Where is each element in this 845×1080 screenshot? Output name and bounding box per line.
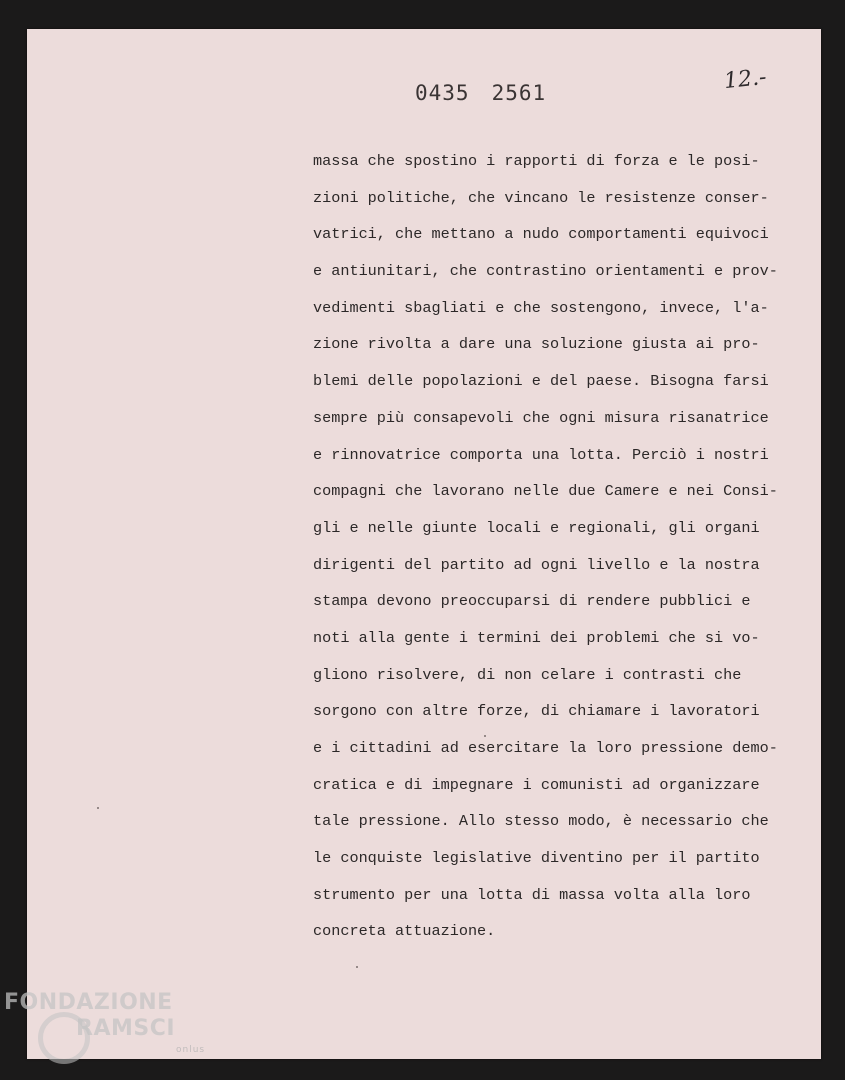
text-line: e i cittadini ad esercitare la loro pressione demo- bbox=[313, 739, 778, 757]
text-line: stampa devono preoccuparsi di rendere pubblici e bbox=[313, 592, 751, 611]
text-line: massa che spostino i rapporti di forza e le posi- bbox=[313, 152, 760, 170]
watermark-line-2: RAMSCI bbox=[76, 1016, 176, 1041]
text-line: zione rivolta a dare una soluzione giusta ai pro- bbox=[313, 335, 760, 354]
text-line: strumento per una lotta di massa volta alla loro bbox=[313, 885, 751, 904]
fondazione-gramsci-watermark bbox=[4, 990, 224, 1080]
text-line: zioni politiche, che vincano le resistenze conser- bbox=[313, 188, 769, 207]
text-line: gli e nelle giunte locali e regionali, gli organi bbox=[313, 518, 760, 537]
text-line: vedimenti sbagliati e che sostengono, invece, l'a- bbox=[313, 298, 769, 317]
text-line: cratica e di impegnare i comunisti ad organizzare bbox=[313, 775, 760, 794]
document-page bbox=[27, 29, 821, 1059]
paper-speck bbox=[484, 735, 486, 737]
text-line: noti alla gente i termini dei problemi che si vo- bbox=[313, 628, 760, 647]
text-line: sorgono con altre forze, di chiamare i lavoratori bbox=[313, 702, 760, 721]
text-line: sempre più consapevoli che ogni misura risanatrice bbox=[313, 408, 769, 427]
text-line: blemi delle popolazioni e del paese. Bisogna farsi bbox=[313, 372, 769, 391]
text-line: e antiunitari, che contrastino orientamenti e prov- bbox=[313, 262, 778, 281]
text-line: compagni che lavorano nelle due Camere e nei Consi- bbox=[313, 482, 778, 501]
text-line: le conquiste legislative diventino per il partito bbox=[313, 849, 760, 868]
watermark-line-1: FONDAZIONE bbox=[4, 990, 173, 1015]
archive-number bbox=[415, 81, 546, 105]
text-line: concreta attuazione. bbox=[313, 922, 496, 941]
typewritten-text bbox=[313, 143, 778, 950]
text-line: gliono risolvere, di non celare i contrasti che bbox=[313, 665, 742, 684]
paper-speck bbox=[97, 807, 99, 809]
text-line: e rinnovatrice comporta una lotta. Perciò i nostri bbox=[313, 445, 769, 464]
handwritten-page-number: 12.- bbox=[722, 64, 768, 95]
archive-number-part-2: 2561 bbox=[491, 81, 547, 105]
paper-speck bbox=[356, 966, 358, 968]
archive-number-part-1: 0435 bbox=[415, 81, 470, 105]
text-line: tale pressione. Allo stesso modo, è necessario che bbox=[313, 812, 769, 831]
watermark-suffix: onlus bbox=[176, 1045, 206, 1055]
text-line: vatrici, che mettano a nudo comportamenti equivoci bbox=[313, 225, 769, 244]
text-line: dirigenti del partito ad ogni livello e la nostra bbox=[313, 555, 760, 574]
